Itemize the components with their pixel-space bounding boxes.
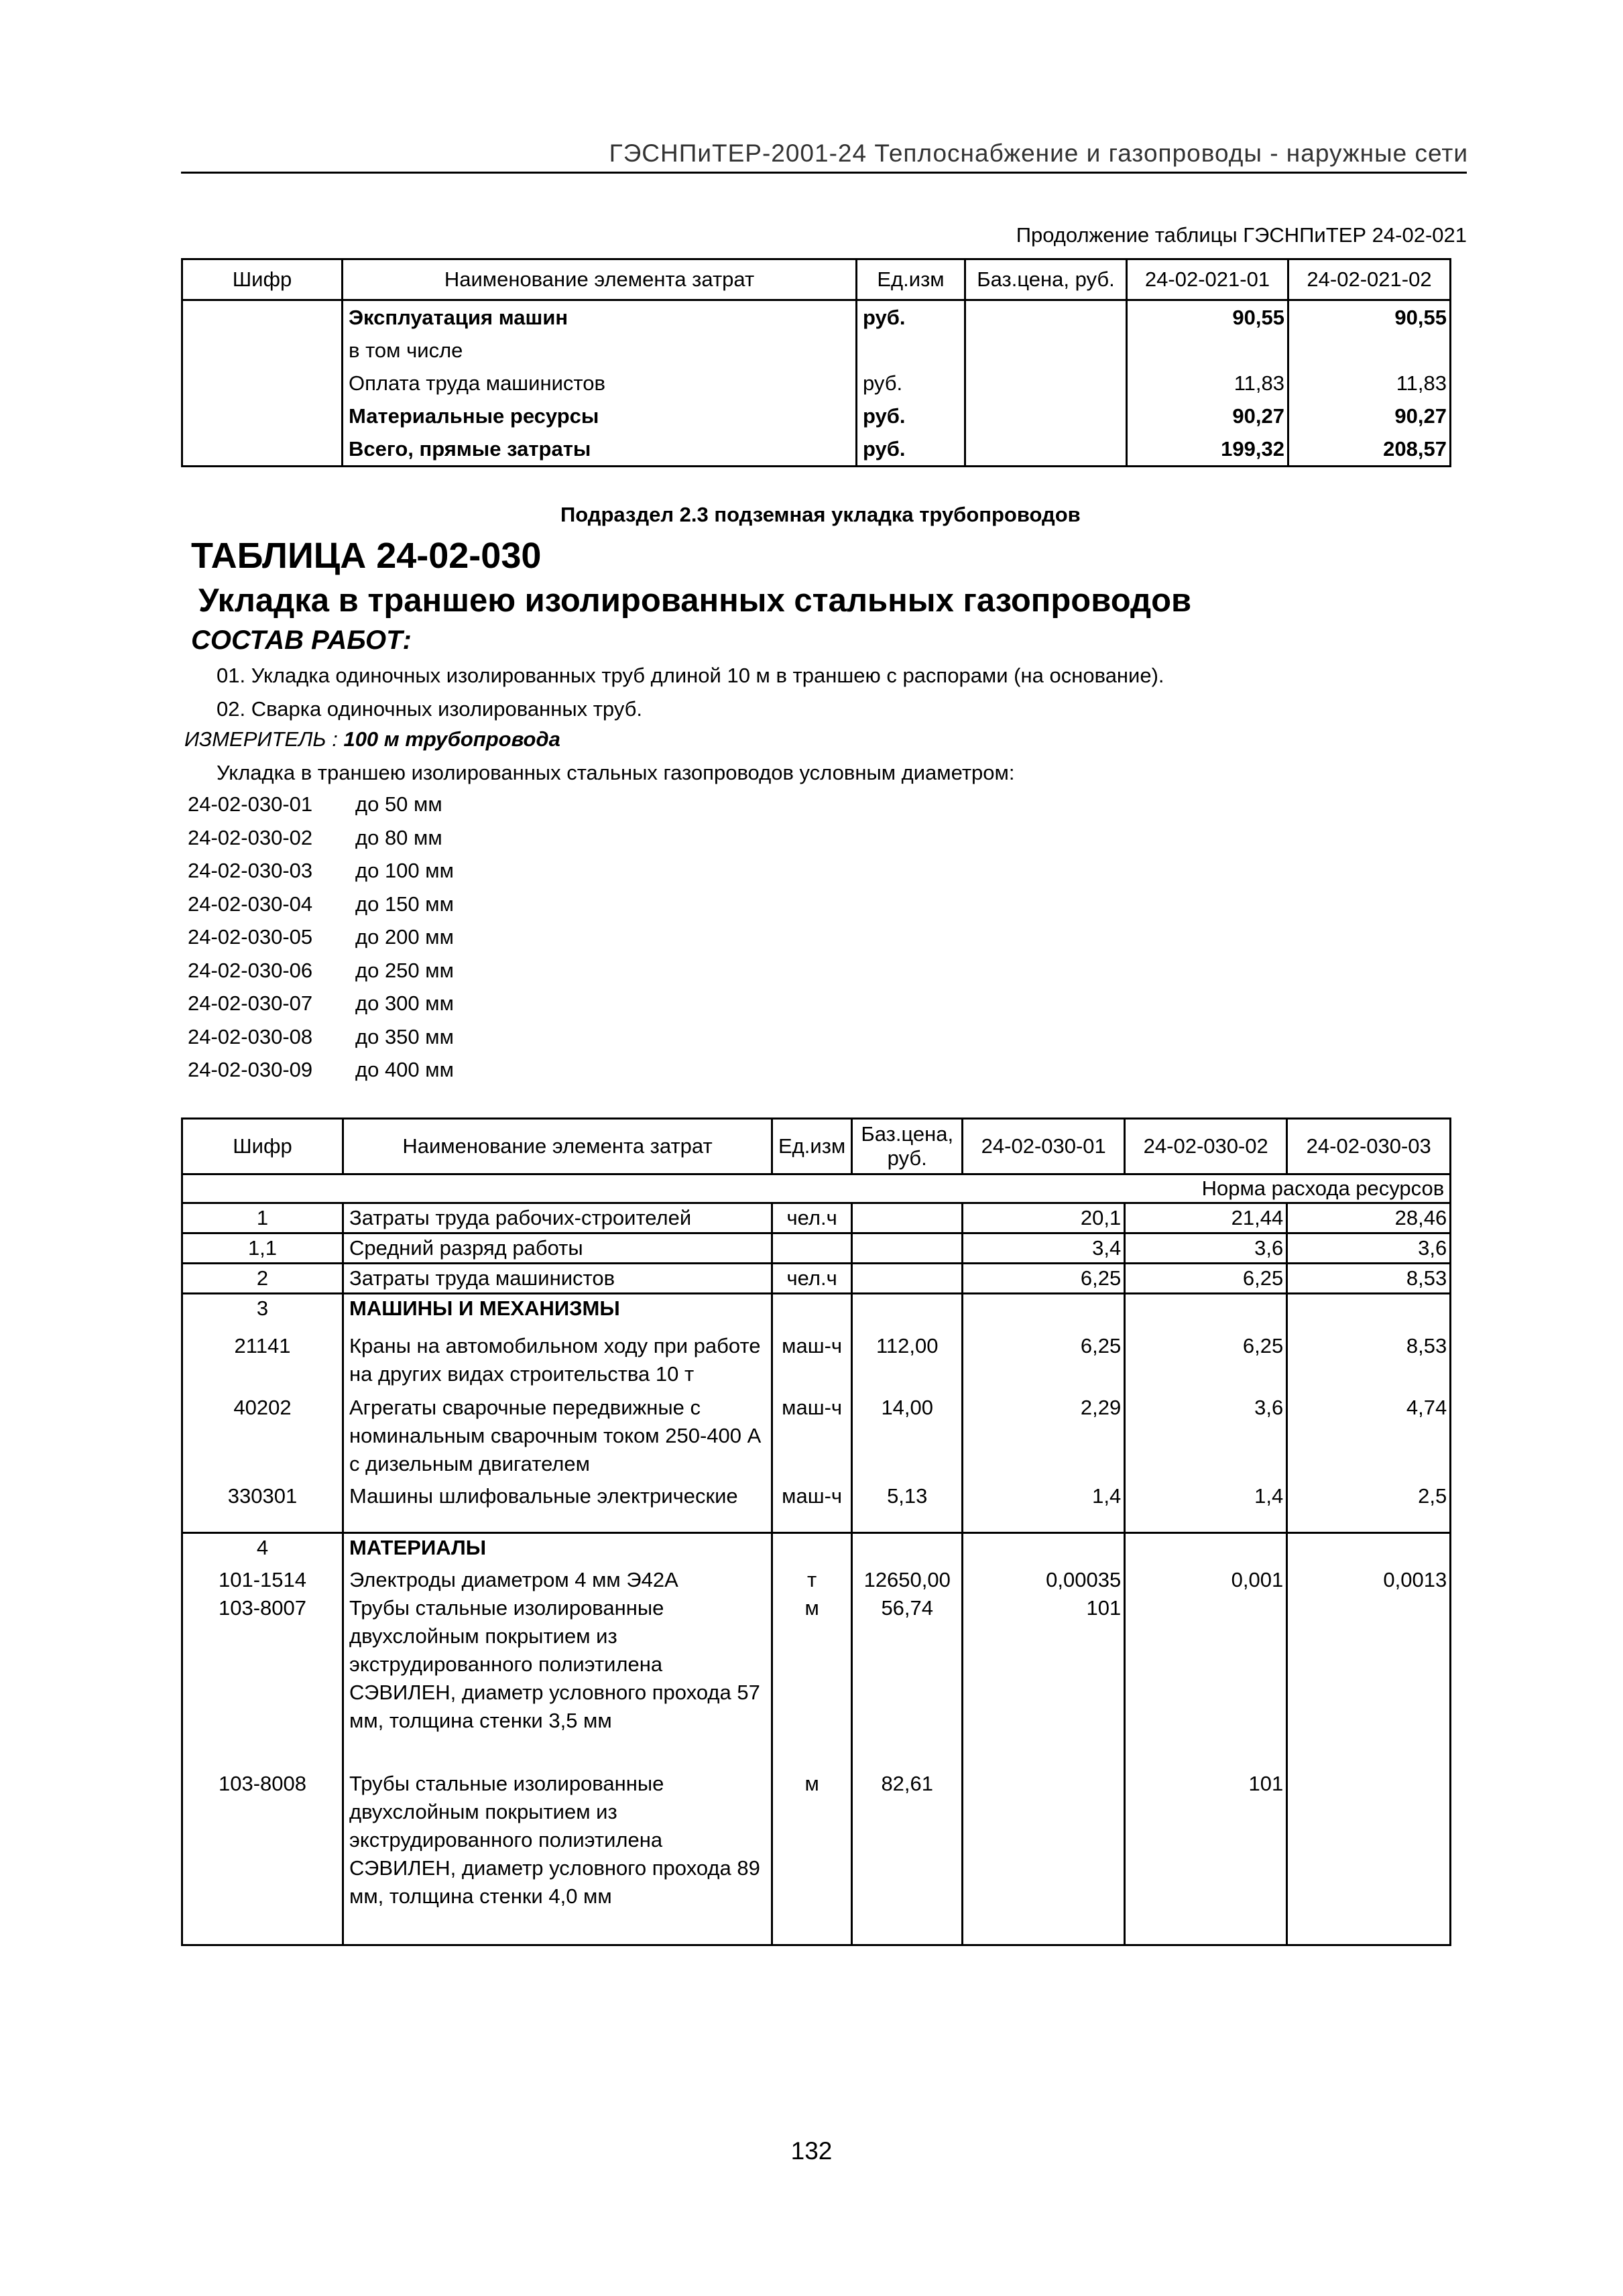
cell-value: 90,55 xyxy=(1127,300,1288,335)
cell-code: 330301 xyxy=(182,1482,343,1533)
cell-code xyxy=(182,400,343,432)
cell-code: 1 xyxy=(182,1203,343,1233)
intro-line: Укладка в траншею изолированных стальных газопроводов условным диаметром: xyxy=(217,761,1015,784)
cell-value: 6,25 xyxy=(1125,1323,1287,1394)
col-header: 24-02-030-01 xyxy=(963,1119,1125,1174)
subsection-title: Подраздел 2.3 подземная укладка трубопроводов xyxy=(560,503,1081,526)
list-item xyxy=(188,888,454,921)
cell-code: 103-8008 xyxy=(182,1770,343,1945)
col-header: Ед.изм xyxy=(857,259,965,300)
cell-value: 0,001 xyxy=(1125,1562,1287,1594)
cell-name: Агрегаты сварочные передвижные с номинальным сварочным током 250-400 А с дизельным двигателем xyxy=(343,1394,772,1482)
cell-unit: маш-ч xyxy=(772,1323,852,1394)
cell-value: 199,32 xyxy=(1127,432,1288,467)
cell-code: 1,1 xyxy=(182,1233,343,1264)
work-item: 01. Укладка одиночных изолированных труб длиной 10 м в траншею с распорами (на основание). xyxy=(217,664,1164,687)
cell-value: 20,1 xyxy=(963,1203,1125,1233)
cell-price xyxy=(965,334,1127,367)
cell-name: Трубы стальные изолированные двухслойным покрытием из экструдированного полиэтилена СЭВИЛЕН, диаметр условного прохода 89 мм, толщина стенки 4,0 мм xyxy=(343,1770,772,1945)
cell-name: Затраты труда машинистов xyxy=(343,1264,772,1294)
code: 24-02-030-09 xyxy=(188,1058,313,1081)
table-row xyxy=(182,300,1451,335)
table-row xyxy=(182,1233,1451,1264)
cell-name: Материальные ресурсы xyxy=(343,400,857,432)
cell-unit: руб. xyxy=(857,432,965,467)
cell-value xyxy=(963,1294,1125,1323)
cell-name: МАТЕРИАЛЫ xyxy=(343,1533,772,1563)
cell-price: 14,00 xyxy=(852,1394,963,1482)
code-desc: до 350 мм xyxy=(355,1024,454,1048)
table-name-heading: Укладка в траншею изолированных стальных газопроводов xyxy=(198,583,1192,619)
table-row xyxy=(182,1533,1451,1563)
col-header: Наименование элемента затрат xyxy=(343,259,857,300)
cell-price xyxy=(965,400,1127,432)
code-desc: до 400 мм xyxy=(355,1058,454,1081)
code: 24-02-030-07 xyxy=(188,991,313,1015)
code-desc: до 80 мм xyxy=(355,825,442,849)
col-header: 24-02-021-01 xyxy=(1127,259,1288,300)
code-desc: до 200 мм xyxy=(355,925,454,949)
code: 24-02-030-03 xyxy=(188,859,313,882)
cell-value: 6,25 xyxy=(1125,1264,1287,1294)
cell-value: 0,0013 xyxy=(1287,1562,1451,1594)
cell-price: 56,74 xyxy=(852,1594,963,1770)
izmeritel-value: 100 м трубопровода xyxy=(343,727,560,751)
cell-value: 11,83 xyxy=(1288,367,1451,400)
work-item: 02. Сварка одиночных изолированных труб. xyxy=(217,697,643,721)
cell-unit xyxy=(772,1294,852,1323)
cell-price: 12650,00 xyxy=(852,1562,963,1594)
cell-name: Средний разряд работы xyxy=(343,1233,772,1264)
cell-value: 4,74 xyxy=(1287,1394,1451,1482)
cell-value xyxy=(1287,1770,1451,1945)
cell-price xyxy=(852,1203,963,1233)
col-header: 24-02-030-02 xyxy=(1125,1119,1287,1174)
cell-value: 3,4 xyxy=(963,1233,1125,1264)
code: 24-02-030-08 xyxy=(188,1024,313,1048)
table-row xyxy=(182,432,1451,467)
cell-unit: маш-ч xyxy=(772,1482,852,1533)
cell-value xyxy=(1125,1594,1287,1770)
col-header: Шифр xyxy=(182,1119,343,1174)
list-item xyxy=(188,788,454,821)
col-header: Баз.цена, руб. xyxy=(852,1119,963,1174)
cell-name: Краны на автомобильном ходу при работе на других видах строительства 10 т xyxy=(343,1323,772,1394)
table-row xyxy=(182,1203,1451,1233)
cell-value: 1,4 xyxy=(963,1482,1125,1533)
list-item xyxy=(188,987,454,1020)
cell-unit xyxy=(857,334,965,367)
cell-code xyxy=(182,432,343,467)
cell-name: в том числе xyxy=(343,334,857,367)
table-row xyxy=(182,400,1451,432)
cell-code: 3 xyxy=(182,1294,343,1323)
cell-code: 40202 xyxy=(182,1394,343,1482)
cell-value xyxy=(963,1533,1125,1563)
cell-value xyxy=(1287,1294,1451,1323)
cell-name: МАШИНЫ И МЕХАНИЗМЫ xyxy=(343,1294,772,1323)
cell-value: 21,44 xyxy=(1125,1203,1287,1233)
cost-table-continuation xyxy=(181,258,1451,467)
cell-value xyxy=(1288,334,1451,367)
cell-unit xyxy=(772,1533,852,1563)
cell-value xyxy=(1127,334,1288,367)
cell-unit: т xyxy=(772,1562,852,1594)
table-row xyxy=(182,1594,1451,1770)
table1-header-row xyxy=(182,259,1451,300)
list-item xyxy=(188,1020,454,1054)
table-row xyxy=(182,1562,1451,1594)
cell-price xyxy=(852,1233,963,1264)
list-item xyxy=(188,954,454,987)
cell-price: 5,13 xyxy=(852,1482,963,1533)
cell-value: 90,27 xyxy=(1288,400,1451,432)
cell-value: 6,25 xyxy=(963,1323,1125,1394)
page-number: 132 xyxy=(790,2137,833,2165)
table-row xyxy=(182,367,1451,400)
cell-value: 8,53 xyxy=(1287,1323,1451,1394)
cell-unit: руб. xyxy=(857,400,965,432)
cell-unit: м xyxy=(772,1770,852,1945)
norma-label: Норма расхода ресурсов xyxy=(182,1174,1451,1203)
cell-unit: руб. xyxy=(857,367,965,400)
sostav-rabot-label: СОСТАВ РАБОТ: xyxy=(191,625,412,655)
table-number-title: ТАБЛИЦА 24-02-030 xyxy=(191,536,542,576)
code-desc: до 300 мм xyxy=(355,991,454,1015)
cell-unit: маш-ч xyxy=(772,1394,852,1482)
izmeritel-label: ИЗМЕРИТЕЛЬ : xyxy=(184,727,338,751)
cell-price: 82,61 xyxy=(852,1770,963,1945)
cell-value: 101 xyxy=(963,1594,1125,1770)
code: 24-02-030-06 xyxy=(188,958,313,982)
table-row xyxy=(182,1294,1451,1323)
col-header: Ед.изм xyxy=(772,1119,852,1174)
cell-value xyxy=(1125,1533,1287,1563)
cell-price xyxy=(852,1264,963,1294)
izmeritel-line xyxy=(184,727,560,751)
cell-unit: руб. xyxy=(857,300,965,335)
norma-row xyxy=(182,1174,1451,1203)
cell-code: 2 xyxy=(182,1264,343,1294)
cell-unit: м xyxy=(772,1594,852,1770)
table1-caption: Продолжение таблицы ГЭСНПиТЕР 24-02-021 xyxy=(1016,223,1467,247)
col-header: 24-02-021-02 xyxy=(1288,259,1451,300)
table-row xyxy=(182,1394,1451,1482)
cell-code: 103-8007 xyxy=(182,1594,343,1770)
cell-value: 1,4 xyxy=(1125,1482,1287,1533)
cell-value: 90,55 xyxy=(1288,300,1451,335)
cell-unit xyxy=(772,1233,852,1264)
cell-name: Затраты труда рабочих-строителей xyxy=(343,1203,772,1233)
cell-price xyxy=(852,1294,963,1323)
cell-value: 3,6 xyxy=(1287,1233,1451,1264)
cell-value xyxy=(1287,1533,1451,1563)
cell-value xyxy=(1125,1294,1287,1323)
code: 24-02-030-05 xyxy=(188,925,313,949)
header-rule xyxy=(181,172,1467,174)
col-header: Баз.цена, руб. xyxy=(965,259,1127,300)
list-item xyxy=(188,821,454,855)
list-item xyxy=(188,920,454,954)
col-header: Наименование элемента затрат xyxy=(343,1119,772,1174)
cell-code: 101-1514 xyxy=(182,1562,343,1594)
cell-name: Машины шлифовальные электрические xyxy=(343,1482,772,1533)
code: 24-02-030-02 xyxy=(188,825,313,849)
cell-value: 2,5 xyxy=(1287,1482,1451,1533)
table-row xyxy=(182,1482,1451,1533)
resource-norm-table xyxy=(181,1117,1451,1946)
code: 24-02-030-01 xyxy=(188,792,313,816)
table-row xyxy=(182,1770,1451,1945)
code-desc: до 150 мм xyxy=(355,892,454,916)
code-list xyxy=(188,788,454,1087)
cell-name: Всего, прямые затраты xyxy=(343,432,857,467)
cell-value: 0,00035 xyxy=(963,1562,1125,1594)
cell-code xyxy=(182,367,343,400)
cell-value: 11,83 xyxy=(1127,367,1288,400)
cell-name: Трубы стальные изолированные двухслойным покрытием из экструдированного полиэтилена СЭВИЛЕН, диаметр условного прохода 57 мм, толщина стенки 3,5 мм xyxy=(343,1594,772,1770)
cell-unit: чел.ч xyxy=(772,1264,852,1294)
cell-value: 28,46 xyxy=(1287,1203,1451,1233)
code-desc: до 100 мм xyxy=(355,859,454,882)
cell-value xyxy=(1287,1594,1451,1770)
cell-value: 8,53 xyxy=(1287,1264,1451,1294)
cell-value: 3,6 xyxy=(1125,1233,1287,1264)
col-header: 24-02-030-03 xyxy=(1287,1119,1451,1174)
cell-code xyxy=(182,300,343,335)
cell-price xyxy=(965,432,1127,467)
table-row xyxy=(182,334,1451,367)
table-row xyxy=(182,1264,1451,1294)
cell-value: 101 xyxy=(1125,1770,1287,1945)
cell-price xyxy=(852,1533,963,1563)
cell-name: Оплата труда машинистов xyxy=(343,367,857,400)
cell-price: 112,00 xyxy=(852,1323,963,1394)
running-header: ГЭСНПиТЕР-2001-24 Теплоснабжение и газопроводы - наружные сети xyxy=(609,139,1468,167)
list-item xyxy=(188,854,454,888)
cell-value: 90,27 xyxy=(1127,400,1288,432)
code-desc: до 50 мм xyxy=(355,792,442,816)
table-row xyxy=(182,1323,1451,1394)
cell-value: 2,29 xyxy=(963,1394,1125,1482)
cell-code: 21141 xyxy=(182,1323,343,1394)
cell-price xyxy=(965,367,1127,400)
col-header: Шифр xyxy=(182,259,343,300)
cell-price xyxy=(965,300,1127,335)
cell-code: 4 xyxy=(182,1533,343,1563)
cell-value: 208,57 xyxy=(1288,432,1451,467)
cell-value xyxy=(963,1770,1125,1945)
cell-code xyxy=(182,334,343,367)
cell-name: Эксплуатация машин xyxy=(343,300,857,335)
code-desc: до 250 мм xyxy=(355,958,454,982)
cell-value: 3,6 xyxy=(1125,1394,1287,1482)
cell-name: Электроды диаметром 4 мм Э42А xyxy=(343,1562,772,1594)
cell-value: 6,25 xyxy=(963,1264,1125,1294)
cell-unit: чел.ч xyxy=(772,1203,852,1233)
table2-header-row xyxy=(182,1119,1451,1174)
code: 24-02-030-04 xyxy=(188,892,313,916)
list-item xyxy=(188,1053,454,1087)
